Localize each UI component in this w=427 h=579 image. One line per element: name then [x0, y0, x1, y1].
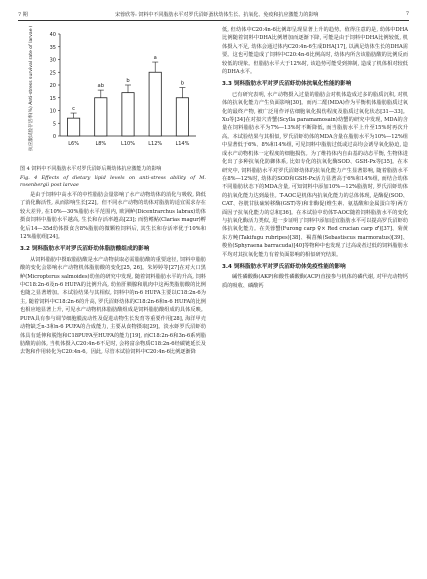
x-tick-label: L6% — [68, 141, 79, 147]
header-issue: 7 期 — [18, 11, 28, 18]
bar — [176, 98, 188, 136]
left-column — [20, 26, 206, 357]
y-tick-label: 15 — [49, 95, 56, 102]
section-heading-3-4: 3.4 饲料脂肪水平对罗氏沼虾幼体免疫性能的影响 — [222, 263, 346, 270]
y-tick-label: 25 — [49, 70, 56, 77]
x-tick-label: L8% — [95, 141, 107, 147]
running-header — [18, 8, 409, 21]
left-paragraph-2: 从饲料脂肪中摄取脂肪酸是水产动物获取必需脂肪酸的重要途径, 饲料中脂肪酸的变化会影响水产动物机体脂肪酸的变化[25, 26]。朱婷婷等[27]在对大口黑鲈(Micropterus salmoides)幼鱼的研究中发现, 随着饲料脂肪水平的升高, 饲料中C18:2n-6及n-6 HUFA的比例升高, 幼鱼肝胰腺和肌肉中这两类脂肪酸的比例也随之显著增加。本试验结果与其相似, 饲料中的n-6 HUFA主要以C18:2n-6为主, 随着饲料中C18:2n-6的升高, 罗氏沼虾幼体的C18:2n-6和n-6 HUFA的比例也相应地显著上升, 可见水产动物机体脂肪酸组成是饲料脂肪酸组成的具体反映。PUFA具有参与调节细胞膜流动性及促进动物生长发育等重要作用[28], 海洋甲壳动物缺乏n-3和n-6 PUFA的合成能力, 主要从食物摄取[29]。淡水虾罗氏沼虾幼体具有延伸和脱饱和C18PUFA至HUFA的能力[19], 而C18:2n-6和3n-6系列脂肪酸的前体, 当机体摄入C20:4n-6不足时, 会将富余物质C18:2n-6经碳链延长及去饱和作用转化为C20:4n-6。因此, 尽管本试验饲料中C20:4n-6比例逐渐降 — [20, 256, 206, 356]
figure-4 — [20, 26, 206, 164]
significance-letter: c — [72, 106, 76, 113]
significance-letter: a — [153, 55, 157, 62]
y-tick-label: 20 — [49, 83, 56, 89]
y-tick-label: 10 — [49, 108, 56, 115]
section-heading-3-2: 3.2 饲料脂肪水平对罗氏沼虾幼体脂肪酸组成的影响 — [20, 246, 150, 253]
x-tick-label: L10% — [121, 141, 135, 147]
x-tick-label: L12% — [148, 141, 163, 147]
y-tick-label: 5 — [52, 121, 56, 128]
left-paragraph-1: 是由于饲料中高水平的中性脂肪会量影响了水产动物幼体的消化与吸收, 降低了消化酶活性, 从而影响生长[22]。但不同水产动物的幼体对脂肪的适宜需求存在较大差异, 在10%—30%脂肪水平范围内, 欧洲鲈(Dicentrarchus labrax)幼体摄食饲料中脂肪水平越高, 生长和存活率越高[23]; 而豹鳍鲇(Clarias magur)孵化后14—35d幼体摄食含8%脂肪的微颗粒饲料后, 其生长和存活率优于10%和12%脂肪组[24]。 — [20, 192, 206, 241]
y-tick-label: 40 — [49, 32, 56, 38]
bar — [67, 118, 79, 136]
bar — [122, 93, 134, 136]
right-paragraph-3: 碱性磷酸酶(AKP)和酸性磷酸酶(ACP)直接参与机体的磷代谢, 对甲壳动物钙质的吸收、磷酸钙 — [222, 274, 408, 289]
right-paragraph-2: 已有研究表明, 水产动物摄入过量的脂肪会对机体造成过多的脂质沉积, 对机体的抗氧化能力产生负面影响[30]。而丙二醛(MDA)作为平衡机体脂肪脂质过氧化的最终产物, 被广泛用作评估细胞氧化损伤程度及脂质过氧化状态[31—33]。Xu等[34]在对拟穴青蟹(Scylla paramamosain)幼蟹的研究中发现, MDA的含量在饲料脂肪水平为7%—13%时不断降低, 而当脂肪水平上升至15%时再次升高。本试验结果与其相似, 罗氏沼虾幼体的MDA含量在脂肪水平为10%—12%组中显著低于6%、8%和14%组, 可见饲料中脂肪过低或过高均会诱导氧化胁迫, 造成水产动物机体一定程度的细胞损伤。为了维持体内自由基的动态平衡, 生物体进化出了多种抗氧化防御体系, 比如专化的抗氧化酶SOD、GSH-Px等[35]。在本研究中, 饲料脂肪水平对罗氏沼虾幼体的抗氧化能力产生显著影响, 随着脂肪水平在8%—12%时, 幼体的SOD和GSH-Px活力显著高于6%和14%组, 而结合幼体不同脂肪状态下的MDA含量, 可知饲料中添加10%—12%脂肪时, 罗氏沼虾幼体的抗氧化能力达到最佳。T-AOC是机体内抗氧化能力的总体体现, 是酶促(SOD、CAT、谷胱甘肽硫转移酶(GST)等)和非酶促(维生素、氨基酸和金属蛋白等)两方面因子抗氧化能力的总和[36]。在本试验中幼体T-AOC随着饲料脂肪水平的变化与抗氧化酶活力类似, 进一步证明了饲料中添加适宜脂肪水平可以提高罗氏沼虾幼体抗氧化能力。在芙蓉蟹(Furong carp ♀× Red crucian carp ♂)[37]、菊黄东方鲀(Takifugu rubripes)[38]、褐菖鲉(Sebastiscus marmoratus)[39]、梭鱼(Sphyraena barracuda)[40]等物种中也发现了过高或者过低的饲料脂肪水平均对其抗氧化能力有着负面影响的相似研究结果。 — [222, 91, 408, 258]
bar-chart — [20, 26, 206, 164]
figure-caption-en: Fig. 4 Effects of dietary lipid levels on anti-stress ability of M. rosenbergii post larvae — [20, 175, 206, 188]
significance-letter: b — [180, 80, 185, 87]
header-page-number: 7 — [405, 11, 409, 17]
figure-caption-cn: 图 4 饲料中不同脂肪水平对罗氏沼虾后期幼体抗应激能力的影响 — [20, 166, 162, 172]
right-paragraph-1: 低, 但幼体中C20:4n-6比例却呈现显著上升的趋势。值得注意的是, 幼体中DHA比例随着饲料中DHA比例增加而逐渐下降, 可能是由于饲料中DHA比例较低, 机体摄入不足, 幼体会通过体内C20:4n-6生成DHA[17], 以满足幼体生长的DHA需要。这也可能造成了饲料中C20:4n-6比例高时, 幼体内所含该脂肪酸的比例反而较低的现象。但脂肪水平大于12%时, 该趋势可能受到抑制, 造成了机体相对较低的DHA水平。 — [222, 27, 408, 76]
y-tick-label: 30 — [49, 57, 56, 64]
significance-letter: b — [126, 78, 130, 84]
bar — [149, 72, 161, 136]
right-column — [222, 26, 408, 290]
bar — [95, 98, 107, 136]
y-tick-label: 35 — [49, 44, 56, 51]
y-tick-label: 0 — [52, 134, 56, 140]
header-title: 宋蓉欣等: 饲料中不同脂肪水平对罗氏沼虾蚤状幼体生长、抗氧化、免疫和抗应激能力的影响 — [115, 11, 319, 18]
significance-letter: ab — [97, 83, 105, 90]
x-tick-label: L14% — [175, 141, 190, 147]
y-axis-label: 抗应激试验存活率(%) Anti-stress survival rate of larvae (%) — [29, 26, 34, 151]
section-heading-3-3: 3.3 饲料脂肪水平对罗氏沼虾幼体抗氧化性能的影响 — [222, 81, 352, 88]
